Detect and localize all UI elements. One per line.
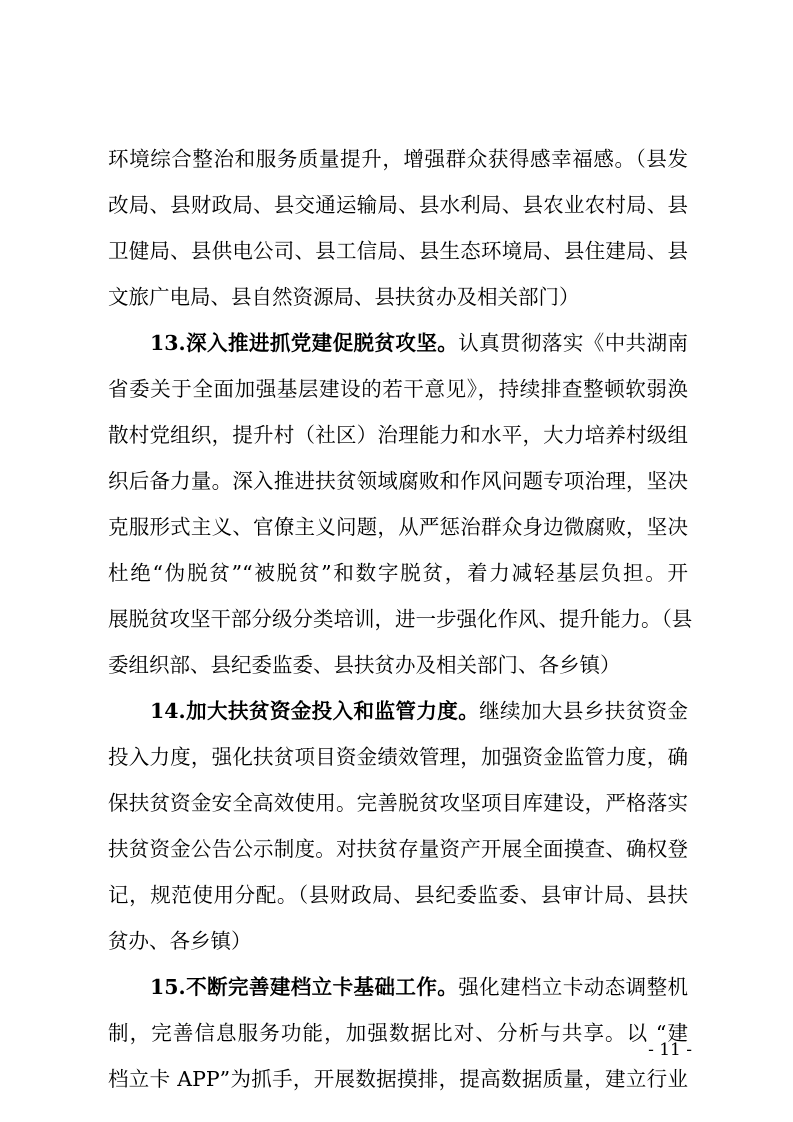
- item-13-line-2: 省委关于全面加强基层建设的若干意见》，持续排查整顿软弱涣: [108, 377, 688, 401]
- item-14-first-line: [150, 693, 688, 729]
- item-14-line-2: 投入力度，强化扶贫项目资金绩效管理，加强资金监管力度，确: [108, 745, 688, 769]
- item-13-line-8: 委组织部、县纪委监委、县扶贫办及相关部门、各乡镇）: [108, 653, 621, 677]
- item-13-line-3: 散村党组织，提升村（社区）治理能力和水平，大力培养村级组: [108, 423, 688, 447]
- intro-line-3: 卫健局、县供电公司、县工信局、县生态环境局、县住建局、县: [108, 239, 688, 263]
- item-13-line-5: 克服形式主义、官僚主义问题，从严惩治群众身边微腐败，坚决: [108, 515, 688, 539]
- intro-line-4: 文旅广电局、县自然资源局、县扶贫办及相关部门）: [108, 285, 580, 309]
- item-13-first-line-text: 认真贯彻落实《中共湖南: [458, 331, 689, 355]
- item-13-line-7: 展脱贫攻坚干部分级分类培训，进一步强化作风、提升能力。（县: [108, 607, 693, 631]
- item-14-line-5: 记，规范使用分配。（县财政局、县纪委监委、县审计局、县扶: [108, 883, 688, 907]
- item-15-first-line-text: 强化建档立卡动态调整机: [458, 975, 689, 999]
- item-13-heading: 13.深入推进抓党建促脱贫攻坚。: [150, 331, 459, 355]
- item-13-first-line: [150, 325, 688, 361]
- item-13-line-6: 杜绝“伪脱贫”“被脱贫”和数字脱贫，着力减轻基层负担。开: [108, 561, 688, 585]
- item-14-line-4: 扶贫资金公告公示制度。对扶贫存量资产开展全面摸查、确权登: [108, 837, 688, 861]
- item-15-line-2: 制，完善信息服务功能，加强数据比对、分析与共享。以 “建: [108, 1021, 688, 1045]
- item-14-line-3: 保扶贫资金安全高效使用。完善脱贫攻坚项目库建设，严格落实: [108, 791, 688, 815]
- item-15-heading: 15.不断完善建档立卡基础工作。: [150, 975, 459, 999]
- item-14-heading: 14.加大扶贫资金投入和监管力度。: [150, 699, 480, 723]
- intro-line-2: 改局、县财政局、县交通运输局、县水利局、县农业农村局、县: [108, 193, 688, 217]
- item-15-first-line: [150, 969, 688, 1005]
- intro-line-1: 环境综合整治和服务质量提升，增强群众获得感幸福感。（县发: [108, 147, 688, 171]
- page-number: - 11 -: [648, 1040, 692, 1060]
- item-13-line-4: 织后备力量。深入推进扶贫领域腐败和作风问题专项治理，坚决: [108, 469, 688, 493]
- item-14-first-line-text: 继续加大县乡扶贫资金: [479, 699, 688, 723]
- item-15-line-3: 档立卡 APP”为抓手，开展数据摸排，提高数据质量，建立行业: [108, 1067, 688, 1091]
- item-14-line-6: 贫办、各乡镇）: [108, 929, 252, 953]
